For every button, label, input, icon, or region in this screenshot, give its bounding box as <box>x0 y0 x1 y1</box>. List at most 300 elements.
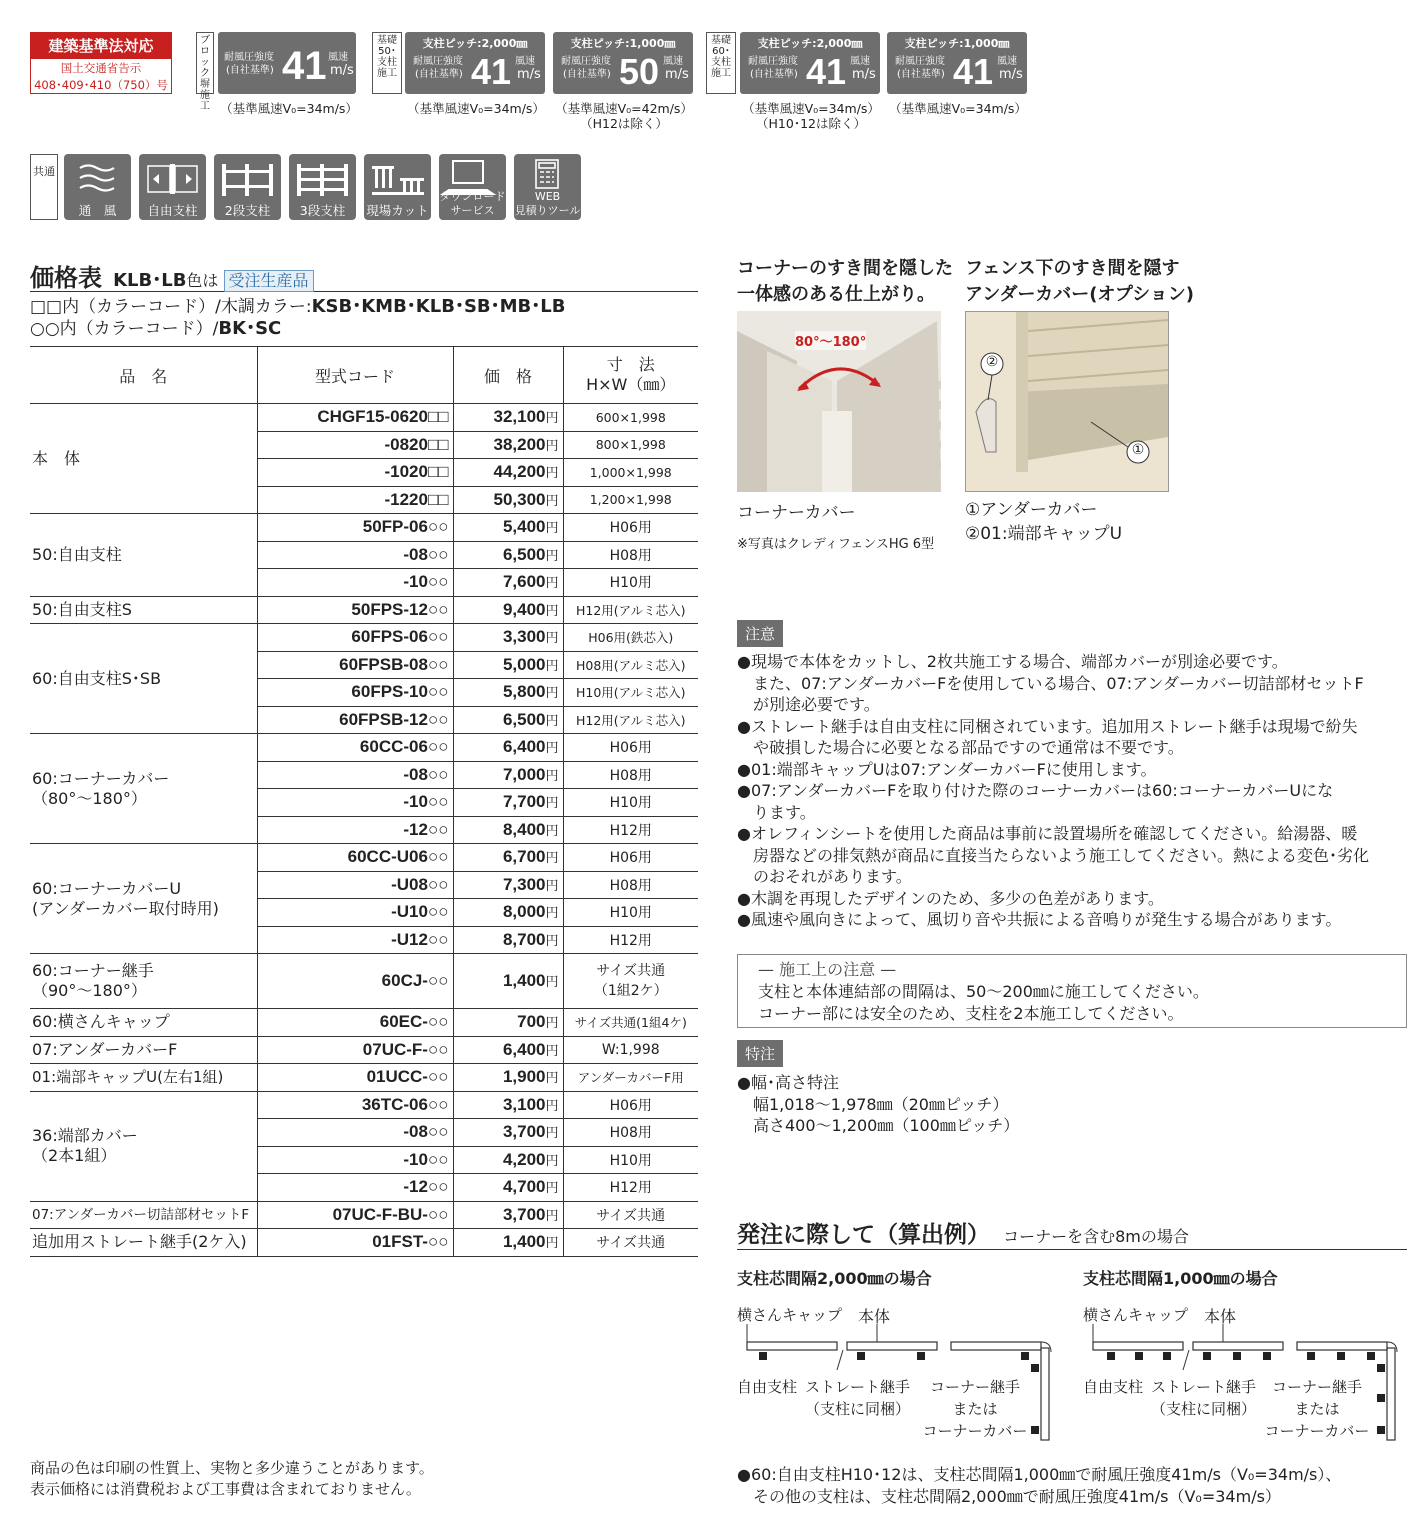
product-name <box>30 514 257 597</box>
yen-unit: 円 <box>545 795 559 811</box>
product-name-line2: （2本1組） <box>32 1146 117 1165</box>
photo2-caption1: ①アンダーカバー <box>965 500 1098 520</box>
size-cell <box>563 734 698 762</box>
right-corner1: コーナー継手 <box>1271 1378 1362 1396</box>
left-corner-label <box>920 1376 1030 1442</box>
marker-2: ② <box>985 354 999 370</box>
size-cell <box>563 459 698 487</box>
under-cover-photo <box>965 311 1169 492</box>
free-post-icon <box>139 154 206 220</box>
kiso50-b-note: （H12は除く） <box>580 116 668 131</box>
price-value: 6,500 <box>502 709 546 729</box>
yen-unit: 円 <box>545 1125 559 1141</box>
yen-unit: 円 <box>545 630 559 646</box>
caution-line: ●木調を再現したデザインのため、多少の色差があります。 <box>737 888 1164 908</box>
block-caption: （基準風速V₀=34m/s） <box>220 101 358 116</box>
yen-unit: 円 <box>545 492 559 508</box>
product-name <box>30 734 257 844</box>
color2: BK･SC <box>218 318 282 339</box>
size-value: H08用 <box>609 877 652 894</box>
price-cell <box>453 486 563 514</box>
model-code: -10○○ <box>257 569 453 597</box>
kiso50-b-unit1: 風速 <box>663 56 683 67</box>
table-row <box>30 734 698 762</box>
download-icon <box>439 154 506 220</box>
price-value: 5,800 <box>502 682 546 702</box>
price-cell <box>453 899 563 927</box>
yen-unit: 円 <box>545 932 559 948</box>
th-name: 品 名 <box>30 347 257 404</box>
model-code: -1220□□ <box>257 486 453 514</box>
product-name-line1: 本 体 <box>32 448 81 468</box>
price-cell <box>453 541 563 569</box>
price-cell <box>453 871 563 899</box>
product-name-line1: 60:コーナーカバー <box>32 768 170 788</box>
model-code: 60FPS-10○○ <box>257 679 453 707</box>
kiso60-b-head: 支柱ピッチ:1,000㎜ <box>904 37 1010 50</box>
footer-line2: 表示価格には消費税および工事費は含まれておりません。 <box>30 1480 421 1498</box>
special-line1: ●幅･高さ特注 <box>737 1073 839 1092</box>
size-cell <box>563 871 698 899</box>
product-name-line1: 50:自由支柱 <box>32 544 122 564</box>
yen-unit: 円 <box>545 822 559 838</box>
size-cell <box>563 1146 698 1174</box>
size-cell <box>563 954 698 1009</box>
size-cell <box>563 624 698 652</box>
caution-line: ●07:アンダーカバーFを取り付けた際のコーナーカバーは60:コーナーカバーUにな <box>737 781 1334 800</box>
price-cell <box>453 844 563 872</box>
product-name-line2: (アンダーカバー取付時用) <box>32 898 219 918</box>
price-value: 3,100 <box>502 1094 546 1114</box>
angle-label: 80°～180° <box>795 331 866 350</box>
product-name <box>30 1229 257 1257</box>
yen-unit: 円 <box>545 602 559 618</box>
size-value: H06用(鉄芯入) <box>588 630 674 646</box>
caution-line: や破損した場合に必要となる部品ですので通常は不要です。 <box>737 738 1184 757</box>
kiso60-a-note: （H10･12は除く） <box>756 116 866 131</box>
cut-icon <box>364 154 431 220</box>
block-pre: 耐風圧強度 <box>224 52 274 63</box>
price-cell <box>453 1229 563 1257</box>
kiso60-b-sub: (自社基準) <box>897 69 945 80</box>
product-name-line1: 60:横さんキャップ <box>32 1012 170 1032</box>
size-cell <box>563 926 698 954</box>
two-post-icon-label: 2段支柱 <box>224 203 271 218</box>
color1: KSB･KMB･KLB･SB･MB･LB <box>311 296 566 317</box>
price-title-bar <box>30 258 698 292</box>
price-cell <box>453 734 563 762</box>
size-cell <box>563 816 698 844</box>
price-value: 4,200 <box>502 1149 546 1169</box>
model-code: 07UC-F-BU-○○ <box>257 1201 453 1229</box>
left-joint2: （支柱に同梱） <box>805 1400 911 1418</box>
size-value: H10用 <box>609 795 652 812</box>
size-cell <box>563 569 698 597</box>
table-row <box>30 1091 698 1119</box>
left-joint-label <box>805 1376 910 1420</box>
size-value: H10用 <box>609 575 652 592</box>
kiso50-b-pre: 耐風圧強度 <box>561 56 611 67</box>
table-row <box>30 844 698 872</box>
photo1-caption: コーナーカバー <box>737 503 856 523</box>
model-code: 50FPS-12○○ <box>257 596 453 624</box>
product-name-line2: （90°～180°） <box>32 981 147 1000</box>
right-post-label: 自由支柱 <box>1083 1378 1144 1396</box>
th-size1: 寸 法 <box>606 355 655 374</box>
order-left-head: 支柱芯間隔2,000㎜の場合 <box>737 1269 932 1288</box>
photo1-head1: コーナーのすき間を隠した <box>737 258 953 279</box>
size-cell <box>563 844 698 872</box>
price-cell <box>453 706 563 734</box>
left-corner2: または <box>952 1400 998 1418</box>
size-cell <box>563 706 698 734</box>
calculator-icon <box>514 154 581 220</box>
kiso60-a-box <box>740 32 880 94</box>
size-value: H10用(アルミ芯入) <box>575 685 686 701</box>
yen-unit: 円 <box>545 974 559 989</box>
kiso50-a-unit2: m/s <box>517 67 541 82</box>
order-note2: その他の支柱は、支柱芯間隔2,000㎜で耐風圧強度41m/s（V₀=34m/s） <box>737 1486 1281 1506</box>
three-post-icon <box>289 154 356 220</box>
model-code: -10○○ <box>257 789 453 817</box>
caution-line: 房器などの排気熱が商品に直接当たらないよう施工してください。熱による変色･劣化 <box>737 845 1370 865</box>
kiso60-label: 基礎60･支柱施工 <box>706 32 736 94</box>
model-code: 01FST-○○ <box>257 1229 453 1257</box>
yen-unit: 円 <box>545 1207 559 1223</box>
product-name-line1: 07:アンダーカバー切詰部材セットF <box>32 1206 250 1223</box>
photo2-head2: アンダーカバー(オプション) <box>965 284 1195 305</box>
common-label: 共通 <box>30 154 58 220</box>
kiso60-b-value: 41 <box>953 51 994 92</box>
order-note1: ●60:自由支柱H10･12は、支柱芯間隔1,000㎜で耐風圧強度41m/s（V₀=34m/s）、 <box>737 1465 1342 1484</box>
product-name <box>30 954 257 1009</box>
kiso50-b-value: 50 <box>619 51 660 92</box>
kiso50-b-unit2: m/s <box>665 67 689 82</box>
made-to-order-badge: 受注生産品 <box>224 270 314 292</box>
model-code: 60FPSB-08○○ <box>257 651 453 679</box>
download-icon-label: ダウンロード <box>439 190 506 203</box>
size-value: H06用 <box>609 850 652 867</box>
price-cell <box>453 596 563 624</box>
order-right-head: 支柱芯間隔1,000㎜の場合 <box>1083 1269 1278 1288</box>
table-row <box>30 954 698 1009</box>
three-post-icon-label: 3段支柱 <box>299 203 346 218</box>
price-cell <box>453 431 563 459</box>
right-joint2: （支柱に同梱） <box>1151 1400 1257 1418</box>
th-size <box>563 347 698 404</box>
yen-unit: 円 <box>545 1070 559 1086</box>
price-title: 価格表 <box>30 264 102 292</box>
price-cell <box>453 954 563 1009</box>
table-row <box>30 1036 698 1064</box>
right-cap-label: 横さんキャップ <box>1083 1306 1189 1324</box>
model-code: -U08○○ <box>257 871 453 899</box>
size-cell <box>563 651 698 679</box>
model-code: 60FPS-06○○ <box>257 624 453 652</box>
price-footer <box>30 1458 434 1500</box>
product-name <box>30 624 257 734</box>
product-name-line1: 60:コーナーカバーU <box>32 878 182 898</box>
model-code: 60FPSB-12○○ <box>257 706 453 734</box>
size-cell <box>563 1119 698 1147</box>
size-cell <box>563 1174 698 1202</box>
building-law-box <box>30 32 172 94</box>
price-value: 4,700 <box>502 1177 546 1197</box>
size-cell <box>563 486 698 514</box>
yen-unit: 円 <box>545 1152 559 1168</box>
price-value: 8,000 <box>502 902 546 922</box>
size-value: W:1,998 <box>601 1041 660 1058</box>
kiso60-b-unit1: 風速 <box>997 56 1017 67</box>
product-name <box>30 844 257 954</box>
left-post-label: 自由支柱 <box>737 1378 798 1396</box>
size-value: H10用 <box>609 1152 652 1169</box>
size-value: H10用 <box>609 905 652 922</box>
yen-unit: 円 <box>545 547 559 563</box>
price-value: 6,400 <box>502 737 546 757</box>
price-cell <box>453 514 563 542</box>
model-code: -10○○ <box>257 1146 453 1174</box>
size-value: H06用 <box>609 740 652 757</box>
model-code: 60CJ-○○ <box>257 954 453 1009</box>
yen-unit: 円 <box>545 877 559 893</box>
size-value: サイズ共通 <box>596 963 666 979</box>
table-row <box>30 514 698 542</box>
model-code: 60CC-U06○○ <box>257 844 453 872</box>
table-row <box>30 1229 698 1257</box>
yen-unit: 円 <box>545 465 559 481</box>
table-row <box>30 1064 698 1092</box>
photo2-heading <box>965 256 1194 308</box>
special-tag: 特注 <box>737 1040 783 1067</box>
price-value: 7,600 <box>502 572 546 592</box>
caution-line: のおそれがあります。 <box>737 867 912 886</box>
caution-line: また、07:アンダーカバーFを使用している場合、07:アンダーカバー切詰部材セットF <box>737 673 1364 693</box>
caution-line: ●オレフィンシートを使用した商品は事前に設置場所を確認してください。給湯器、暖 <box>737 824 1358 843</box>
kiso60-a-unit1: 風速 <box>850 56 870 67</box>
size-value: H12用 <box>609 932 652 949</box>
model-code: -1020□□ <box>257 459 453 487</box>
left-body-label: 本体 <box>858 1307 891 1326</box>
size-cell <box>563 1064 698 1092</box>
table-row <box>30 1009 698 1037</box>
size-value: H08用 <box>609 1125 652 1142</box>
price-subtitle2: 色は <box>186 271 219 290</box>
price-value: 8,400 <box>502 819 546 839</box>
price-cell <box>453 1064 563 1092</box>
left-cap-label: 横さんキャップ <box>737 1306 843 1324</box>
price-cell <box>453 1036 563 1064</box>
kiso60-b-caption: （基準風速V₀=34m/s） <box>889 101 1027 116</box>
kiso50-label: 基礎50･支柱施工 <box>372 32 402 94</box>
size-value: H08用 <box>609 767 652 784</box>
model-code: -12○○ <box>257 1174 453 1202</box>
price-cell <box>453 1009 563 1037</box>
size-cell <box>563 1201 698 1229</box>
product-name <box>30 596 257 624</box>
special-notes <box>737 1072 1019 1137</box>
caution-line: ります。 <box>737 802 816 822</box>
price-value: 6,500 <box>502 544 546 564</box>
product-name <box>30 404 257 514</box>
model-code: -0820□□ <box>257 431 453 459</box>
th-price: 価 格 <box>453 347 563 404</box>
price-value: 6,700 <box>502 847 546 867</box>
size-cell <box>563 1229 698 1257</box>
kiso50-a-pre: 耐風圧強度 <box>413 56 463 67</box>
price-value: 32,100 <box>493 407 546 427</box>
law-title: 建築基準法対応 <box>31 33 171 59</box>
price-value: 6,400 <box>502 1039 546 1059</box>
kiso60-b-unit2: m/s <box>999 67 1023 82</box>
price-table <box>30 346 698 1257</box>
kiso60-a-head: 支柱ピッチ:2,000㎜ <box>757 37 863 50</box>
yen-unit: 円 <box>545 1042 559 1058</box>
left-corner3: コーナーカバー <box>922 1422 1028 1440</box>
cut-icon-label: 現場カット <box>366 203 429 218</box>
yen-unit: 円 <box>545 657 559 673</box>
wind-icon <box>64 154 131 220</box>
size-value: 1,000×1,998 <box>589 464 672 480</box>
price-cell <box>453 789 563 817</box>
kiso50-b-box <box>553 32 693 94</box>
size-value: 600×1,998 <box>595 409 666 425</box>
price-cell <box>453 404 563 432</box>
size-value: H06用 <box>609 1097 652 1114</box>
kiso50-a-head: 支柱ピッチ:2,000㎜ <box>422 37 528 50</box>
size-cell <box>563 761 698 789</box>
price-value: 1,400 <box>502 971 546 990</box>
size-value: 1,200×1,998 <box>589 492 672 508</box>
price-value: 38,200 <box>493 434 546 454</box>
model-code: 60CC-06○○ <box>257 734 453 762</box>
model-code: -12○○ <box>257 816 453 844</box>
caution-line: が別途必要です。 <box>737 695 880 714</box>
order-sub: コーナーを含む8mの場合 <box>1003 1227 1189 1246</box>
photo1-head2: 一体感のある仕上がり。 <box>737 284 935 305</box>
model-code: 50FP-06○○ <box>257 514 453 542</box>
size-cell <box>563 596 698 624</box>
right-corner-label <box>1262 1376 1372 1442</box>
price-cell <box>453 459 563 487</box>
price-cell <box>453 1119 563 1147</box>
yen-unit: 円 <box>545 1097 559 1113</box>
kiso60-a-unit2: m/s <box>852 67 876 82</box>
price-value: 44,200 <box>493 462 546 482</box>
right-joint1: ストレート継手 <box>1151 1378 1257 1396</box>
size-cell <box>563 1091 698 1119</box>
model-code: -U10○○ <box>257 899 453 927</box>
block-wind-box <box>218 32 356 94</box>
caution-line: ●現場で本体をカットし、2枚共施工する場合、端部カバーが別途必要です。 <box>737 652 1288 671</box>
model-code: 01UCC-○○ <box>257 1064 453 1092</box>
table-row <box>30 1201 698 1229</box>
block-value: 41 <box>282 44 327 88</box>
price-value: 7,700 <box>502 792 546 812</box>
price-subtitle: KLB･LB <box>113 270 187 291</box>
right-corner2: または <box>1294 1400 1340 1418</box>
size-value: H06用 <box>609 520 652 537</box>
color1-pre: □□内（カラーコード）/木調カラー: <box>30 297 312 317</box>
size-value2: （1組2ケ） <box>593 983 668 999</box>
model-code: CHGF15-0620□□ <box>257 404 453 432</box>
kiso60-b-box <box>887 32 1027 94</box>
size-value: サイズ共通 <box>596 1235 666 1252</box>
size-cell <box>563 431 698 459</box>
price-cell <box>453 761 563 789</box>
kiso60-b-pre: 耐風圧強度 <box>895 56 945 67</box>
size-value: アンダーカバーF用 <box>577 1070 684 1086</box>
product-name-line2: （80°～180°） <box>32 788 147 808</box>
table-row <box>30 404 698 432</box>
marker-1: ① <box>1131 442 1145 458</box>
price-cell <box>453 679 563 707</box>
color2-pre: ○○内（カラーコード）/ <box>30 319 219 339</box>
yen-unit: 円 <box>545 712 559 728</box>
right-joint-label <box>1151 1376 1256 1420</box>
construction-box <box>737 954 1407 1028</box>
size-value: 800×1,998 <box>595 437 666 453</box>
calculator-icon-label2: 見積りツール <box>514 204 581 217</box>
price-value: 1,400 <box>502 1232 546 1252</box>
size-cell <box>563 899 698 927</box>
price-value: 8,700 <box>502 929 546 949</box>
kiso50-a-box <box>405 32 545 94</box>
price-value: 3,700 <box>502 1204 546 1224</box>
caution-line: ●01:端部キャップUは07:アンダーカバーFに使用します。 <box>737 759 1157 779</box>
product-name <box>30 1091 257 1201</box>
table-row <box>30 596 698 624</box>
law-line1: 国土交通省告示 <box>60 61 142 75</box>
block-unit2: m/s <box>330 63 354 78</box>
price-value: 7,000 <box>502 764 546 784</box>
price-value: 700 <box>517 1012 546 1032</box>
th-code: 型式コード <box>257 347 453 404</box>
yen-unit: 円 <box>545 1015 559 1031</box>
kiso50-a-caption: （基準風速V₀=34m/s） <box>407 101 545 116</box>
kiso50-a-value: 41 <box>471 51 512 92</box>
kiso50-a-sub: (自社基準) <box>415 69 463 80</box>
caution-line: ●ストレート継手は自由支柱に同梱されています。追加用ストレート継手は現場で紛失 <box>737 716 1358 736</box>
product-name-line1: 60:コーナー継手 <box>32 961 154 980</box>
model-code: 36TC-06○○ <box>257 1091 453 1119</box>
yen-unit: 円 <box>545 520 559 536</box>
price-cell <box>453 1091 563 1119</box>
block-sub: (自社基準) <box>226 65 274 76</box>
kiso50-b-head: 支柱ピッチ:1,000㎜ <box>570 37 676 50</box>
color-codes <box>30 296 565 340</box>
model-code: 60EC-○○ <box>257 1009 453 1037</box>
product-name-line1: 01:端部キャップU(左右1組) <box>32 1068 224 1087</box>
construction-line1: 支柱と本体連結部の間隔は、50～200㎜に施工してください。 <box>758 982 1209 1001</box>
photo2-head1: フェンス下のすき間を隠す <box>965 258 1180 279</box>
model-code: -08○○ <box>257 761 453 789</box>
photo2-caption2: ②01:端部キャップU <box>965 524 1123 544</box>
model-code: -U12○○ <box>257 926 453 954</box>
two-post-icon <box>214 154 281 220</box>
size-value: H08用 <box>609 547 652 564</box>
product-name-line1: 50:自由支柱S <box>32 599 132 619</box>
product-name <box>30 1036 257 1064</box>
product-name-line1: 36:端部カバー <box>32 1126 138 1145</box>
size-value: H12用 <box>609 822 652 839</box>
price-value: 1,900 <box>502 1067 546 1087</box>
yen-unit: 円 <box>545 1180 559 1196</box>
model-code: 07UC-F-○○ <box>257 1036 453 1064</box>
yen-unit: 円 <box>545 685 559 701</box>
product-name <box>30 1009 257 1037</box>
kiso50-b-sub: (自社基準) <box>563 69 611 80</box>
